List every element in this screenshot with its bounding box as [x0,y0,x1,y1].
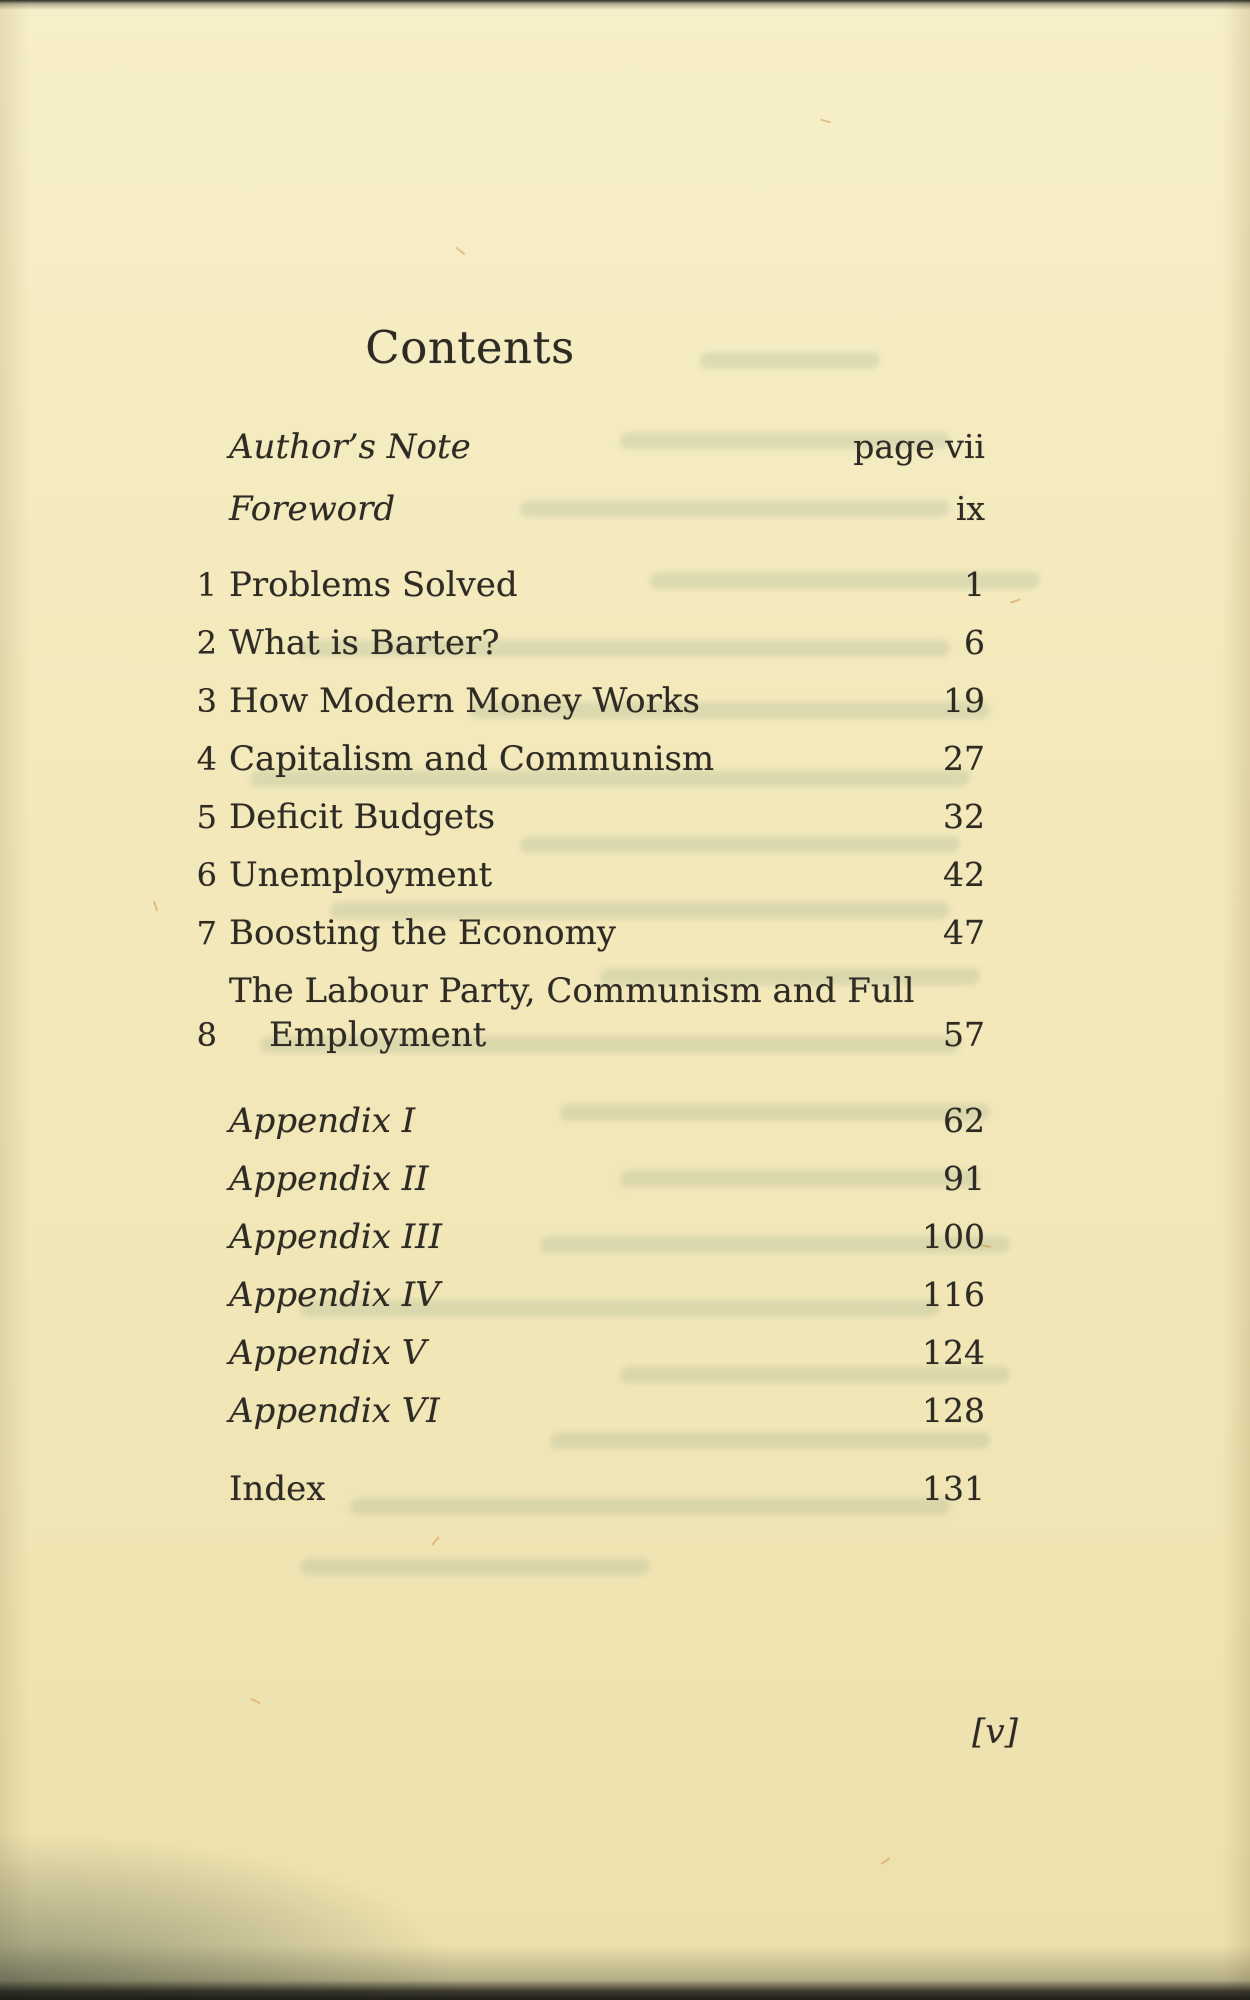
paper-fiber [153,900,159,911]
entry-label: Appendix I [229,1101,416,1141]
page-number: 124 [922,1333,985,1372]
toc-row [195,1099,985,1143]
page-number: page vii [853,427,985,466]
entry-label: Appendix VI [229,1391,440,1431]
toc-row [195,679,985,723]
chapter-title: Unemployment [229,855,493,895]
chapter-title: How Modern Money Works [229,681,700,721]
page-number: 27 [943,739,985,778]
page-number: 47 [943,913,985,952]
toc-front-matter-list [195,425,985,549]
chapter-number: 8 [196,1016,217,1054]
entry-label: Foreword [229,489,396,529]
paper-fiber [1010,598,1021,604]
chapter-title: What is Barter? [229,623,500,663]
chapter-number: 3 [196,682,217,720]
entry-label: Appendix III [229,1217,443,1257]
entry-label: Appendix V [229,1333,427,1373]
chapter-number: 7 [196,914,217,952]
index-label: Index [229,1469,326,1509]
paper-fiber [456,247,466,256]
page-number: 19 [943,681,985,720]
toc-row [195,853,985,897]
page-number: 32 [943,797,985,836]
page-number: 62 [943,1101,985,1140]
chapter-title: Capitalism and Communism [229,739,715,779]
toc-row [195,1467,985,1511]
toc-row [195,425,985,469]
toc-row [195,795,985,839]
chapter-number: 4 [196,740,217,778]
chapter-number: 2 [196,624,217,662]
chapter-title: Deficit Budgets [229,797,496,837]
paper-fiber [880,1857,890,1865]
page-title: Contents [365,321,575,374]
page-number: 1 [964,565,985,604]
chapter-title: Problems Solved [229,565,518,605]
toc-appendix-list [195,1099,985,1447]
page-number: 128 [922,1391,985,1430]
toc-index-row [195,1467,985,1511]
page-number: 42 [943,855,985,894]
toc-row [195,737,985,781]
toc-row [195,1157,985,1201]
toc-row [195,1215,985,1259]
page-number: 131 [922,1469,985,1508]
toc-row [195,1273,985,1317]
chapter-number: 6 [196,856,217,894]
chapter-number: 5 [196,798,217,836]
toc-row [195,1389,985,1433]
page-number: ix [955,489,985,528]
folio: [v] [972,1712,1018,1752]
chapter-number: 1 [196,566,217,604]
entry-label: Appendix II [229,1159,429,1199]
toc-row [195,621,985,665]
toc-row [195,1331,985,1375]
toc-row [195,969,985,1057]
chapter-title: The Labour Party, Communism and Full Employment [229,971,915,1055]
paper-fiber [820,119,831,124]
paper-fiber [250,1698,261,1704]
page-number: 6 [964,623,985,662]
toc-row [195,487,985,531]
toc-chapter-list [195,563,985,1071]
page-number: 91 [943,1159,985,1198]
paper-fiber [431,1536,440,1546]
page-number: 100 [922,1217,985,1256]
page-number: 57 [943,1015,985,1054]
chapter-title: Boosting the Economy [229,913,617,953]
toc-row [195,911,985,955]
entry-label: Author’s Note [229,427,471,467]
page-number: 116 [922,1275,985,1314]
toc-row [195,563,985,607]
entry-label: Appendix IV [229,1275,440,1315]
